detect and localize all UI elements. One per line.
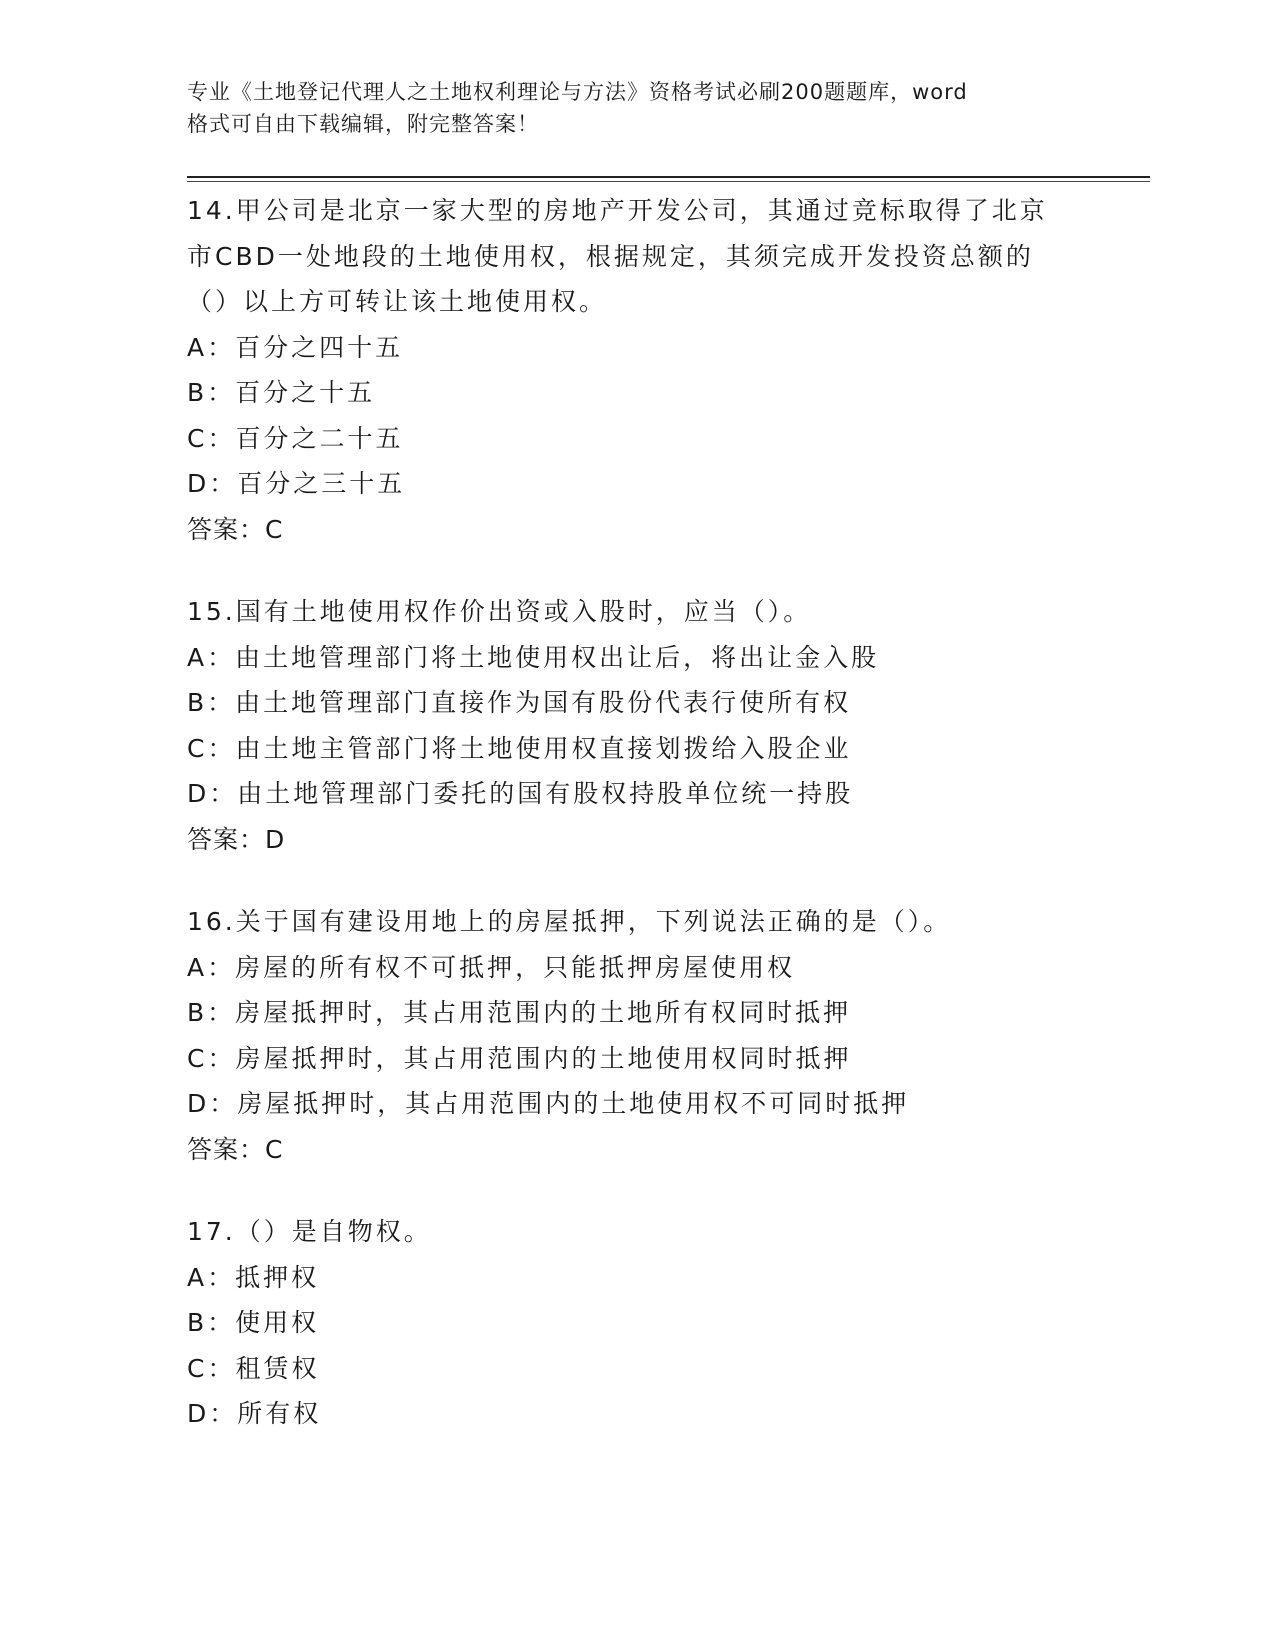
option-b: B：使用权 <box>187 1308 320 1337</box>
question-text: 市CBD一处地段的土地使用权，根据规定，其须完成开发投资总额的 <box>187 241 1034 271</box>
answer: 答案：D <box>187 824 286 854</box>
document-header <box>187 76 1087 140</box>
option-c: C：由土地主管部门将土地使用权直接划拨给入股企业 <box>187 733 852 763</box>
spacer <box>187 552 1087 589</box>
option-d: D：房屋抵押时，其占用范围内的土地使用权不可同时抵押 <box>187 1089 910 1118</box>
option-a: A：房屋的所有权不可抵押，只能抵押房屋使用权 <box>187 952 796 982</box>
option-d: D：所有权 <box>187 1399 322 1428</box>
option-a: A：抵押权 <box>187 1262 320 1292</box>
question-17 <box>187 1209 1087 1437</box>
answer: 答案：C <box>187 514 284 544</box>
option-a: A：由土地管理部门将土地使用权出让后，将出让金入股 <box>187 642 880 672</box>
header-line-1: 专业《土地登记代理人之土地权利理论与方法》资格考试必刷200题题库，word <box>187 80 968 104</box>
question-15 <box>187 589 1087 862</box>
question-text: （）以上方可转让该土地使用权。 <box>187 287 608 316</box>
option-a: A：百分之四十五 <box>187 332 404 362</box>
option-b: B：百分之十五 <box>187 378 376 407</box>
option-d: D：百分之三十五 <box>187 469 406 498</box>
question-14 <box>187 188 1087 552</box>
spacer <box>187 862 1087 899</box>
question-text: 15.国有土地使用权作价出资或入股时，应当（）。 <box>187 597 812 626</box>
question-text: 17.（）是自物权。 <box>187 1217 432 1246</box>
answer: 答案：C <box>187 1134 284 1164</box>
spacer <box>187 1172 1087 1209</box>
question-text: 14.甲公司是北京一家大型的房地产开发公司，其通过竞标取得了北京 <box>187 196 1048 225</box>
option-b: B：房屋抵押时，其占用范围内的土地所有权同时抵押 <box>187 998 852 1027</box>
question-text: 16.关于国有建设用地上的房屋抵押，下列说法正确的是（）。 <box>187 907 952 936</box>
question-16 <box>187 899 1087 1172</box>
header-line-2: 格式可自由下载编辑，附完整答案！ <box>187 112 539 136</box>
option-d: D：由土地管理部门委托的国有股权持股单位统一持股 <box>187 779 854 808</box>
option-c: C：租赁权 <box>187 1353 320 1383</box>
question-list <box>187 188 1087 1437</box>
header-divider-thick <box>187 176 1150 178</box>
option-c: C：百分之二十五 <box>187 423 404 453</box>
header-divider-thin <box>187 181 1150 182</box>
option-b: B：由土地管理部门直接作为国有股份代表行使所有权 <box>187 688 852 717</box>
option-c: C：房屋抵押时，其占用范围内的土地使用权同时抵押 <box>187 1043 852 1073</box>
